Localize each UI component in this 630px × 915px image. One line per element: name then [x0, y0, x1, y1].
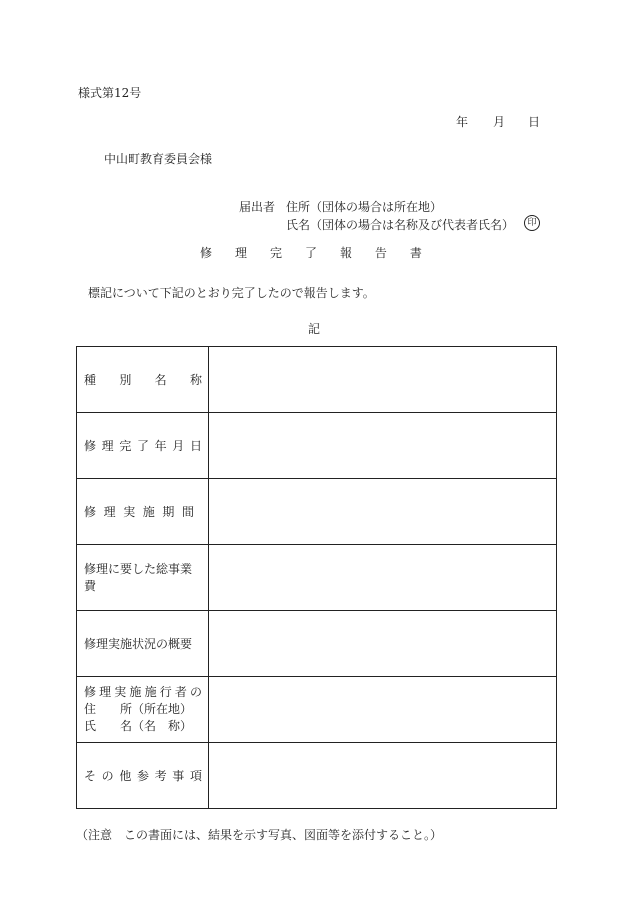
table-row: [77, 413, 557, 479]
title-char: 報: [339, 246, 352, 260]
title-char: 完: [269, 246, 282, 260]
attachment-note: （注意 この書面には、結果を示す写真、図面等を添付すること。）: [76, 828, 443, 842]
title-char: 了: [304, 246, 317, 260]
notifier-name: 氏名（団体の場合は名称及び代表者氏名）: [286, 218, 515, 232]
notifier-address: 住所（団体の場合は所在地）: [286, 200, 443, 214]
table-row: [77, 611, 557, 677]
row-label-contractor: 修 理 実 施 施 行 者 の 住 所（所在地） 氏 名（名 称）: [77, 677, 209, 743]
row-label-repair-period: 修 理 実 施 期 間: [77, 479, 209, 545]
document-title: [200, 244, 422, 261]
table-row: [77, 479, 557, 545]
body-text: 標記について下記のとおり完了したので報告します。: [88, 286, 375, 300]
contractor-field[interactable]: [209, 677, 557, 743]
title-char: 告: [374, 246, 387, 260]
table-row: [77, 545, 557, 611]
table-row: [77, 347, 557, 413]
addressee: 中山町教育委員会様: [104, 152, 213, 166]
title-char: 理: [234, 246, 247, 260]
date-year-label: 年: [456, 115, 469, 129]
type-name-field[interactable]: [209, 347, 557, 413]
title-char: 修: [200, 246, 213, 260]
row-label-other-notes: そ の 他 参 考 事 項: [77, 743, 209, 809]
other-notes-field[interactable]: [209, 743, 557, 809]
table-row: [77, 677, 557, 743]
date-day-label: 日: [528, 115, 541, 129]
notifier-label: 届出者: [239, 200, 276, 214]
date-month-label: 月: [493, 115, 506, 129]
row-label-type-name: 種 別 名 称: [77, 347, 209, 413]
form-number: 様式第12号: [78, 86, 142, 100]
seal-mark: 印: [524, 215, 540, 231]
title-char: 書: [409, 246, 422, 260]
row-label-status-summary: 修理実施状況の概要: [77, 611, 209, 677]
row-label-total-cost: 修理に要した総事業 費: [77, 545, 209, 611]
ki-heading: 記: [308, 322, 321, 336]
total-cost-field[interactable]: [209, 545, 557, 611]
report-table: [76, 346, 557, 809]
status-summary-field[interactable]: [209, 611, 557, 677]
completion-date-field[interactable]: [209, 413, 557, 479]
table-row: [77, 743, 557, 809]
row-label-completion-date: 修 理 完 了 年 月 日: [77, 413, 209, 479]
repair-period-field[interactable]: [209, 479, 557, 545]
